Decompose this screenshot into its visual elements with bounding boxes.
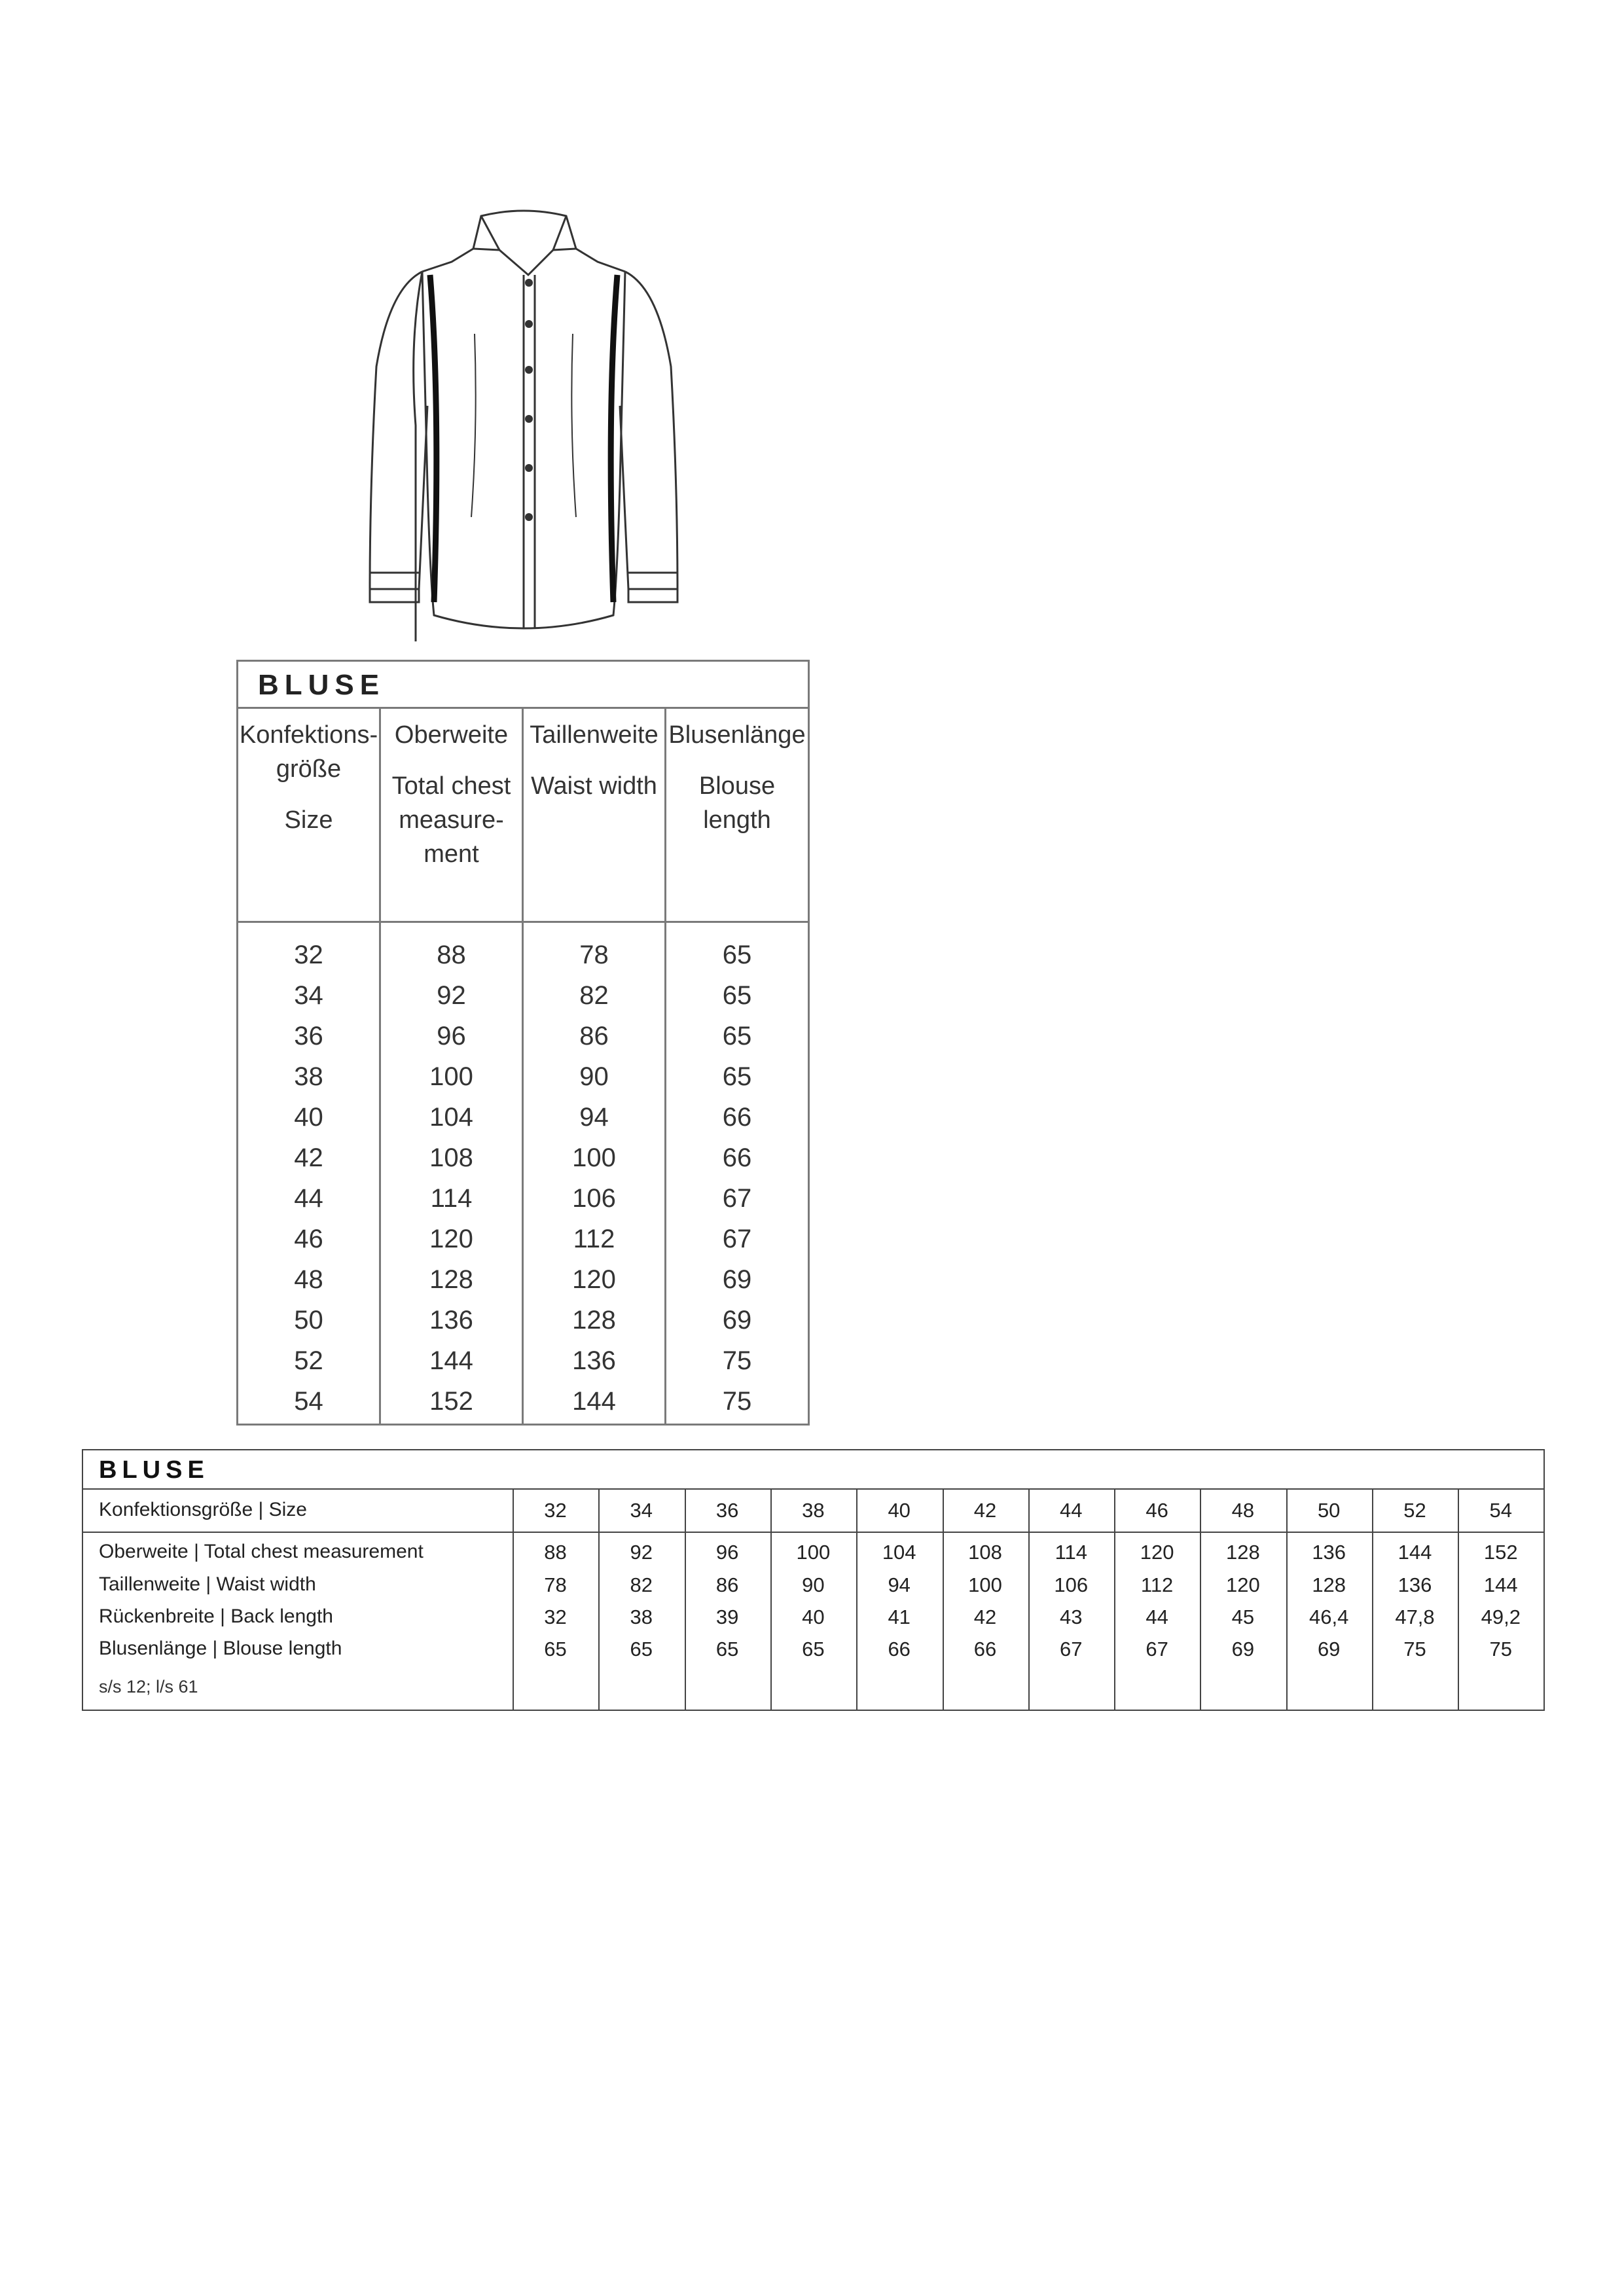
- table-cell: 75: [722, 1387, 752, 1416]
- table-cell: 65: [630, 1638, 653, 1660]
- table-cell: 128: [1312, 1573, 1346, 1596]
- table-cell: 120: [572, 1265, 616, 1294]
- table-cell: 41: [888, 1605, 911, 1628]
- table-cell: 128: [429, 1265, 473, 1294]
- table-cell: 65: [715, 1638, 739, 1660]
- table-cell: 88: [437, 941, 466, 969]
- size-header-cell: 48: [1231, 1499, 1255, 1522]
- table-cell: 66: [722, 1103, 752, 1132]
- table-cell: 39: [715, 1605, 739, 1628]
- column-header-english: Size: [284, 806, 333, 834]
- table-cell: 152: [1483, 1541, 1518, 1564]
- size-row-label: Konfektionsgröße | Size: [99, 1499, 307, 1520]
- table-cell: 69: [1317, 1638, 1341, 1660]
- size-header-cell: 50: [1317, 1499, 1341, 1522]
- table-cell: 40: [294, 1103, 323, 1132]
- vertical-column: [666, 709, 808, 1426]
- table-cell: 78: [544, 1573, 567, 1596]
- table-cell: 104: [429, 1103, 473, 1132]
- table-cell: 69: [1231, 1638, 1255, 1660]
- column-divider: [943, 1490, 944, 1710]
- table-cell: 144: [572, 1387, 616, 1416]
- table-cell: 114: [430, 1184, 473, 1213]
- size-header-cell: 52: [1403, 1499, 1426, 1522]
- table-cell: 44: [1146, 1605, 1168, 1628]
- table-cell: 152: [429, 1387, 473, 1416]
- table-cell: 75: [1403, 1638, 1426, 1660]
- table-cell: 42: [294, 1143, 323, 1172]
- table-cell: 54: [294, 1387, 323, 1416]
- table-cell: 120: [1226, 1573, 1260, 1596]
- table-cell: 136: [1398, 1573, 1432, 1596]
- table-cell: 65: [722, 1022, 752, 1050]
- size-header-cell: 46: [1146, 1499, 1168, 1522]
- column-header-english: Blouse length: [698, 772, 776, 834]
- table-cell: 65: [722, 1062, 752, 1091]
- table-cell: 112: [573, 1225, 615, 1253]
- table-cell: 128: [1226, 1541, 1260, 1564]
- table-cell: 106: [1054, 1573, 1089, 1596]
- table-cell: 42: [973, 1605, 997, 1628]
- column-divider: [1458, 1490, 1459, 1710]
- table-cell: 66: [722, 1143, 752, 1172]
- table-cell: 40: [802, 1605, 825, 1628]
- table-cell: 43: [1060, 1605, 1083, 1628]
- column-divider: [1114, 1490, 1115, 1710]
- column-header-german: Oberweite: [394, 721, 509, 749]
- table-cell: 112: [1140, 1573, 1174, 1596]
- table-cell: 49,2: [1481, 1605, 1521, 1628]
- table-cell: 100: [572, 1143, 616, 1172]
- table-cell: 69: [722, 1306, 752, 1335]
- table-cell: 128: [572, 1306, 616, 1335]
- table-cell: 38: [630, 1605, 653, 1628]
- vertical-column: [524, 709, 666, 1426]
- column-divider: [770, 1490, 772, 1710]
- horizontal-table-title: BLUSE: [83, 1450, 1543, 1490]
- table-cell: 100: [429, 1062, 473, 1091]
- table-cell: 45: [1231, 1605, 1255, 1628]
- size-header-cell: 54: [1489, 1499, 1513, 1522]
- table-cell: 120: [429, 1225, 473, 1253]
- table-cell: 46,4: [1309, 1605, 1349, 1628]
- table-cell: 67: [722, 1184, 752, 1213]
- size-header-cell: 44: [1060, 1499, 1083, 1522]
- row-label: Oberweite | Total chest measurement: [99, 1541, 424, 1562]
- column-header-german: Blusenlänge: [668, 721, 806, 749]
- table-cell: 106: [572, 1184, 616, 1213]
- table-cell: 38: [294, 1062, 323, 1091]
- table-cell: 92: [630, 1541, 653, 1564]
- table-cell: 69: [722, 1265, 752, 1294]
- column-divider: [598, 1490, 600, 1710]
- table-cell: 136: [1312, 1541, 1346, 1564]
- table-cell: 67: [1146, 1638, 1168, 1660]
- column-header: [524, 709, 664, 923]
- blouse-illustration: [357, 209, 691, 641]
- table-cell: 65: [544, 1638, 567, 1660]
- table-cell: 88: [544, 1541, 567, 1564]
- row-label: Taillenweite | Waist width: [99, 1573, 316, 1595]
- table-cell: 82: [630, 1573, 653, 1596]
- table-cell: 108: [429, 1143, 473, 1172]
- vertical-size-table: [236, 660, 810, 1426]
- sleeve-note: s/s 12; l/s 61: [99, 1677, 198, 1696]
- table-cell: 86: [579, 1022, 609, 1050]
- table-cell: 75: [1489, 1638, 1513, 1660]
- column-header-english: Total chest measure- ment: [391, 772, 511, 868]
- table-cell: 96: [715, 1541, 739, 1564]
- table-cell: 94: [888, 1573, 911, 1596]
- column-header: [238, 709, 379, 923]
- table-cell: 44: [294, 1184, 323, 1213]
- table-cell: 104: [882, 1541, 916, 1564]
- column-divider: [1028, 1490, 1030, 1710]
- table-cell: 50: [294, 1306, 323, 1335]
- table-cell: 66: [888, 1638, 911, 1660]
- column-divider: [513, 1490, 514, 1710]
- table-cell: 32: [544, 1605, 567, 1628]
- size-header-cell: 34: [630, 1499, 653, 1522]
- size-header-cell: 42: [973, 1499, 997, 1522]
- column-header-english: Waist width: [531, 772, 657, 800]
- size-header-cell: 36: [715, 1499, 739, 1522]
- table-cell: 114: [1055, 1541, 1087, 1564]
- table-cell: 136: [429, 1306, 473, 1335]
- table-cell: 65: [802, 1638, 825, 1660]
- table-cell: 136: [572, 1346, 616, 1375]
- size-header-cell: 32: [544, 1499, 567, 1522]
- table-cell: 65: [722, 981, 752, 1010]
- table-cell: 67: [722, 1225, 752, 1253]
- table-cell: 32: [294, 941, 323, 969]
- table-cell: 65: [722, 941, 752, 969]
- table-cell: 75: [722, 1346, 752, 1375]
- table-cell: 100: [968, 1573, 1002, 1596]
- row-label: Rückenbreite | Back length: [99, 1605, 333, 1627]
- table-cell: 34: [294, 981, 323, 1010]
- table-cell: 108: [968, 1541, 1002, 1564]
- column-header: [381, 709, 522, 923]
- table-cell: 78: [579, 941, 609, 969]
- column-header: [666, 709, 808, 923]
- table-cell: 48: [294, 1265, 323, 1294]
- column-header-german: Konfektions- größe: [239, 721, 378, 783]
- table-cell: 144: [1483, 1573, 1518, 1596]
- table-cell: 82: [579, 981, 609, 1010]
- table-cell: 96: [437, 1022, 466, 1050]
- vertical-column: [238, 709, 381, 1426]
- column-divider: [685, 1490, 686, 1710]
- table-cell: 47,8: [1395, 1605, 1435, 1628]
- table-cell: 90: [802, 1573, 825, 1596]
- column-divider: [1200, 1490, 1201, 1710]
- table-cell: 52: [294, 1346, 323, 1375]
- column-divider: [856, 1490, 857, 1710]
- table-cell: 36: [294, 1022, 323, 1050]
- vertical-table-title: BLUSE: [238, 662, 808, 709]
- column-divider: [1372, 1490, 1373, 1710]
- row-label: Blusenlänge | Blouse length: [99, 1638, 342, 1659]
- table-cell: 92: [437, 981, 466, 1010]
- table-cell: 144: [429, 1346, 473, 1375]
- table-cell: 120: [1140, 1541, 1174, 1564]
- table-cell: 46: [294, 1225, 323, 1253]
- column-divider: [1286, 1490, 1288, 1710]
- table-cell: 100: [796, 1541, 831, 1564]
- size-header-cell: 40: [888, 1499, 911, 1522]
- size-header-cell: 38: [802, 1499, 825, 1522]
- vertical-column: [381, 709, 524, 1426]
- table-cell: 86: [715, 1573, 739, 1596]
- table-cell: 94: [579, 1103, 609, 1132]
- column-header-german: Taillenweite: [530, 721, 659, 749]
- table-cell: 66: [973, 1638, 997, 1660]
- table-cell: 90: [579, 1062, 609, 1091]
- table-cell: 67: [1060, 1638, 1083, 1660]
- table-cell: 144: [1398, 1541, 1432, 1564]
- horizontal-size-table: [82, 1449, 1545, 1711]
